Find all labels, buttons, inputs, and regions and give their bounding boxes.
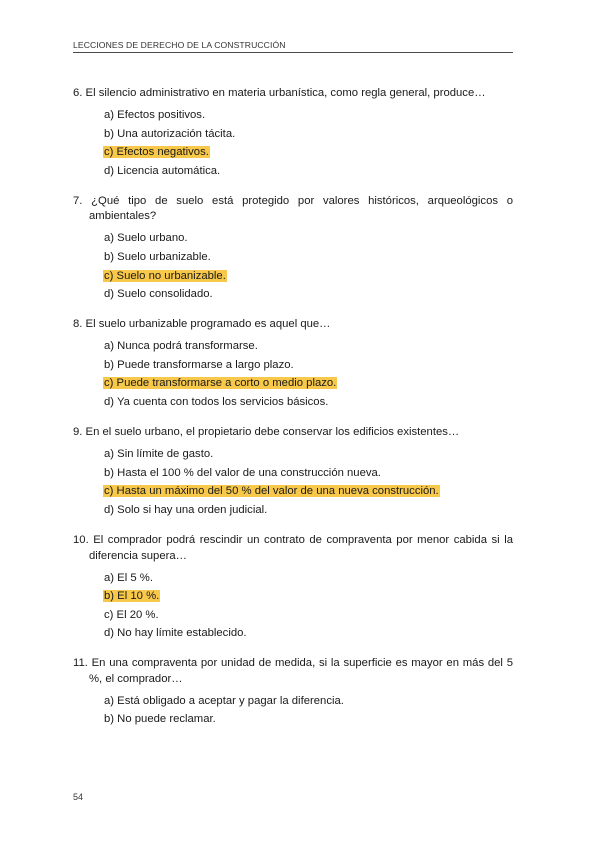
answer-option	[73, 464, 513, 483]
answer-option-label: a) Efectos positivos.	[104, 109, 206, 121]
question-text: 8. El suelo urbanizable programado es aquel que…	[73, 318, 331, 331]
answer-option-label: d) Ya cuenta con todos los servicios básicos.	[104, 396, 329, 409]
answer-option-label: b) Una autorización tácita.	[104, 127, 236, 140]
answer-option-label: c) Suelo no urbanizable.	[104, 269, 226, 282]
question-item	[73, 194, 513, 304]
answer-option-label: a) Sin límite de gasto.	[104, 448, 214, 461]
answer-options	[73, 106, 513, 180]
answer-option-label: d) Solo si hay una orden judicial.	[104, 503, 268, 516]
answer-option-correct	[73, 374, 513, 393]
answer-option-label: b) Hasta el 100 % del valor de una construcción nueva.	[104, 466, 381, 479]
question-list	[73, 86, 513, 743]
answer-option	[73, 356, 513, 375]
answer-option	[73, 692, 513, 711]
answer-option	[73, 606, 513, 625]
running-header: LECCIONES DE DERECHO DE LA CONSTRUCCIÓN	[73, 40, 286, 50]
answer-option-label: c) El 20 %.	[104, 608, 159, 621]
answer-option-label: b) Suelo urbanizable.	[104, 250, 211, 263]
page-number: 54	[73, 792, 84, 802]
answer-option	[73, 248, 513, 267]
answer-option-correct	[73, 267, 513, 286]
answer-option-label: a) Nunca podrá transformarse.	[104, 340, 258, 353]
answer-option	[73, 624, 513, 643]
answer-options	[73, 569, 513, 643]
answer-option-label: c) Puede transformarse a corto o medio plazo.	[104, 377, 337, 390]
answer-option-label: b) Puede transformarse a largo plazo.	[104, 358, 294, 371]
answer-option-correct	[73, 587, 513, 606]
answer-option	[73, 501, 513, 520]
answer-options	[73, 692, 513, 729]
answer-option	[73, 710, 513, 729]
question-item	[73, 533, 513, 643]
answer-option	[73, 162, 513, 181]
header-rule	[73, 52, 513, 53]
answer-option-correct	[73, 482, 513, 501]
answer-options	[73, 337, 513, 411]
answer-option	[73, 125, 513, 144]
answer-option-label: b) No puede reclamar.	[104, 713, 216, 726]
question-text: 11. En una compraventa por unidad de medida, si la superficie es mayor en más del 5 %, el comprador…	[73, 657, 513, 685]
answer-options	[73, 229, 513, 303]
question-text: 10. El comprador podrá rescindir un contrato de compraventa por menor cabida si la diferencia supera…	[73, 534, 513, 562]
answer-option-label: a) Suelo urbano.	[104, 232, 188, 245]
question-text: 7. ¿Qué tipo de suelo está protegido por valores históricos, arqueológicos o ambientales?	[73, 194, 513, 223]
question-text: 6. El silencio administrativo en materia urbanística, como regla general, produce…	[73, 87, 486, 99]
answer-option-label: d) Suelo consolidado.	[104, 288, 213, 301]
question-item	[73, 425, 513, 519]
question-item	[73, 317, 513, 411]
answer-option-label: a) Está obligado a aceptar y pagar la diferencia.	[104, 694, 344, 707]
answer-option	[73, 393, 513, 412]
answer-option-label: b) El 10 %.	[104, 590, 160, 603]
answer-option	[73, 106, 513, 125]
answer-option	[73, 285, 513, 304]
answer-option	[73, 569, 513, 588]
answer-options	[73, 445, 513, 519]
question-text: 9. En el suelo urbano, el propietario debe conservar los edificios existentes…	[73, 426, 460, 439]
answer-option-label: a) El 5 %.	[104, 571, 153, 584]
answer-option-correct	[73, 143, 513, 162]
answer-option-label: d) Licencia automática.	[104, 164, 221, 177]
answer-option-label: d) No hay límite establecido.	[104, 627, 247, 640]
answer-option	[73, 337, 513, 356]
question-item	[73, 656, 513, 729]
answer-option	[73, 445, 513, 464]
answer-option-label: c) Hasta un máximo del 50 % del valor de una nueva construcción.	[104, 485, 439, 498]
answer-option	[73, 229, 513, 248]
answer-option-label: c) Efectos negativos.	[104, 146, 209, 159]
question-item	[73, 86, 513, 180]
